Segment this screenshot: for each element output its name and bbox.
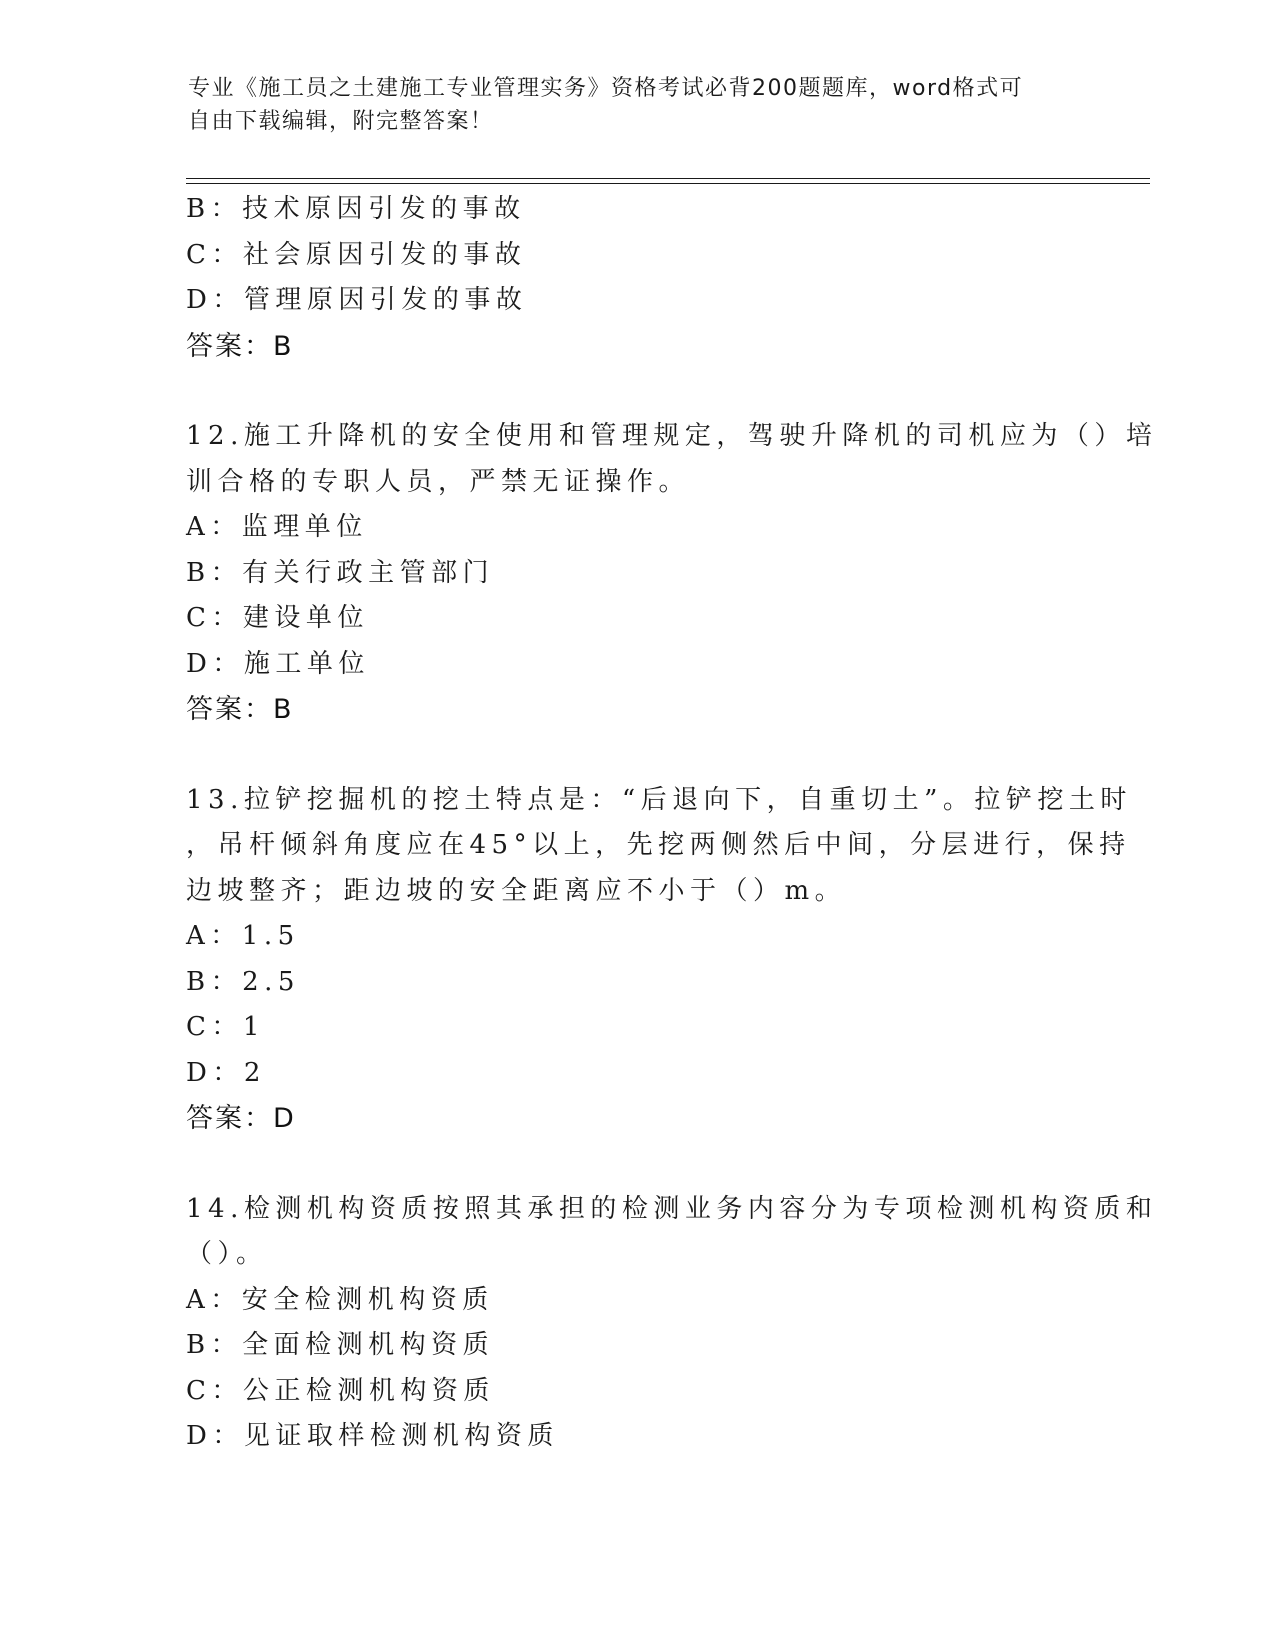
question-13 (186, 778, 1132, 1142)
question-list (186, 187, 1158, 1460)
header-line-1: 专业《施工员之土建施工专业管理实务》资格考试必背200题题库，word格式可 (188, 76, 1024, 101)
option-a: A：1.5 (186, 921, 300, 951)
document-header (188, 72, 1088, 138)
option-d: D：2 (186, 1057, 266, 1088)
question-14 (186, 1187, 1158, 1460)
answer: 答案：D (186, 1103, 296, 1134)
question-stem: （）。 (186, 1239, 268, 1269)
option-b: B：有关行政主管部门 (186, 557, 495, 588)
header-line-2: 自由下载编辑，附完整答案！ (188, 109, 494, 134)
question-spacer (186, 733, 1086, 778)
header-divider-bottom (186, 183, 1150, 184)
answer: 答案：B (186, 694, 294, 725)
option-a: A：监理单位 (186, 512, 368, 542)
question-stem: 边坡整齐；距边坡的安全距离应不小于（）m。 (186, 875, 847, 906)
option-c: C：社会原因引发的事故 (186, 239, 527, 270)
question-stem: 训合格的专职人员，严禁无证操作。 (186, 466, 691, 497)
question-stem: 12.施工升降机的安全使用和管理规定，驾驶升降机的司机应为（）培 (186, 421, 1158, 451)
question-stem: 14.检测机构资质按照其承担的检测业务内容分为专项检测机构资质和 (186, 1193, 1158, 1224)
question-12 (186, 414, 1158, 733)
option-c: C：1 (186, 1012, 265, 1042)
option-b: B：2.5 (186, 966, 300, 997)
option-d: D：管理原因引发的事故 (186, 285, 528, 315)
option-d: D：施工单位 (186, 648, 370, 679)
option-c: C：建设单位 (186, 603, 369, 633)
answer: 答案：B (186, 330, 294, 362)
question-stem: 13.拉铲挖掘机的挖土特点是：“后退向下，自重切土”。拉铲挖土时 (186, 784, 1132, 815)
question-spacer (186, 1142, 1086, 1187)
option-b: B：全面检测机构资质 (186, 1330, 495, 1360)
question-stem: ，吊杆倾斜角度应在45°以上，先挖两侧然后中间，分层进行，保持 (186, 830, 1131, 860)
question-spacer (186, 369, 1086, 414)
option-b: B：技术原因引发的事故 (186, 194, 526, 224)
option-c: C：公正检测机构资质 (186, 1375, 495, 1406)
option-a: A：安全检测机构资质 (186, 1284, 494, 1315)
header-divider-top (186, 178, 1150, 179)
option-d: D：见证取样检测机构资质 (186, 1421, 559, 1451)
question-11-tail (186, 187, 1086, 369)
